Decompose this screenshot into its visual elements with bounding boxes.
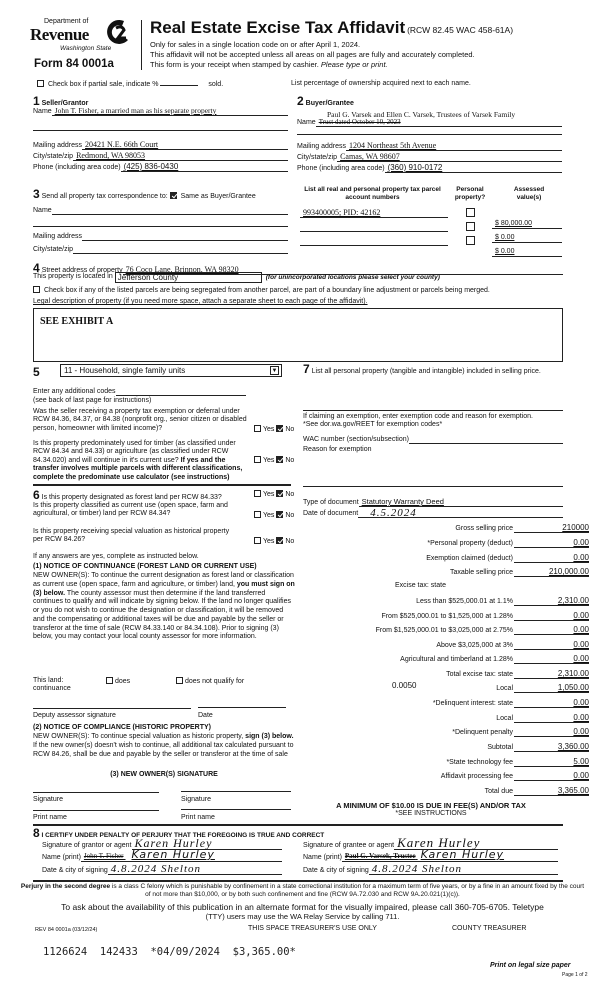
corr-city-row: City/state/zip	[33, 244, 288, 254]
accessibility-line2: (TTY) users may use the WA Relay Service by calling 711.	[205, 912, 400, 921]
county-row: This property is located in Jefferson County (for unincorporated locations please select your county)	[33, 273, 440, 282]
excise-header: Excise tax: state	[395, 582, 446, 589]
subtitle2: This affidavit will not be accepted unless all areas on all pages are fully and accurately completed.	[150, 50, 475, 59]
buyer-name-line1[interactable]: Paul G. Varsek and Ellen C. Varsek, Trustees of Varsek Family	[327, 110, 516, 119]
tech-fee-field[interactable]: 5.00	[514, 757, 589, 767]
grantor-signature-field[interactable]: Karen Hurley	[132, 837, 282, 850]
grantor-name-row: Name (print) John T. Fisher Karen Hurley	[42, 850, 282, 862]
personal-property-line[interactable]	[303, 410, 563, 411]
partial-sale-row	[37, 80, 223, 89]
corr-address-row: Mailing address	[33, 231, 288, 241]
legal-description-text: SEE EXHIBIT A	[40, 316, 114, 327]
street-address-row: 4 Street address of property 76 Coco Lane, Brinnon, WA 98320	[33, 261, 563, 275]
grantor-date-field[interactable]: 4.8.2024 Shelton	[108, 863, 282, 875]
grantor-name-handwritten: Karen Hurley	[131, 848, 215, 861]
assessed-value-field[interactable]: $ 0.00	[492, 247, 562, 257]
personal-property-checkbox[interactable]	[466, 208, 475, 217]
accessibility-line1: To ask about the availability of this publication in an alternate format for the visually impaired, please call 360-705-6705. Teletype	[61, 902, 544, 912]
seller-city-field[interactable]: Redmond, WA 98053	[73, 151, 288, 161]
processing-fee-field[interactable]: 0.00	[514, 771, 589, 781]
deputy-date-line[interactable]	[198, 707, 286, 708]
correspondence-heading: 3 Send all property tax correspondence to: Same as Buyer/Grantee	[33, 187, 256, 201]
timber-yes-checkbox[interactable]	[254, 456, 261, 463]
delinquent-interest-local-field[interactable]: 0.00	[514, 713, 589, 723]
buyer-city-row: City/state/zip Camas, WA 98607	[297, 152, 562, 162]
calc-total-due: Total due 3,365.00	[484, 786, 589, 795]
buyer-phone-field[interactable]: (360) 910-0172	[385, 163, 562, 173]
minimum-note: A MINIMUM OF $10.00 IS DUE IN FEE(S) AND/OR TAX	[336, 801, 526, 810]
personal-property-checkbox[interactable]	[466, 236, 475, 245]
local-tax-field[interactable]: 1,050.00	[514, 683, 589, 693]
grantee-date-field[interactable]: 4.8.2024 Shelton	[369, 863, 558, 875]
seller-name-line2[interactable]	[33, 130, 288, 131]
does-not-qualify-checkbox[interactable]	[176, 677, 183, 684]
calc-total-state: Total excise tax: state 2,310.00	[446, 669, 589, 678]
page-number: Page 1 of 2	[562, 972, 588, 978]
buyer-heading: 2 Buyer/Grantee	[297, 94, 354, 108]
legal-label: Legal description of property (if you need more space, attach a separate sheet to each page of the affidavit).	[33, 298, 368, 305]
calc-delinquent-interest-state: *Delinquent interest: state 0.00	[432, 698, 589, 707]
calc-delinquent-penalty: *Delinquent penalty 0.00	[452, 727, 589, 736]
agricultural-field[interactable]: 0.00	[514, 654, 589, 664]
owner1-printname-label: Print name	[33, 814, 67, 821]
exemption-yes-checkbox[interactable]	[254, 425, 261, 432]
doc-date-row: Date of document 4.5.2024	[303, 508, 563, 518]
seller-phone-row: Phone (including area code) (425) 836-0430	[33, 162, 288, 172]
wac-field[interactable]	[409, 434, 563, 444]
local-rate: 0.0050	[392, 681, 417, 690]
dept-line1: Department of	[44, 18, 89, 25]
personal-property-checkbox[interactable]	[466, 222, 475, 231]
grantee-signature-row: Signature of grantee or agent Karen Hurley	[303, 837, 558, 850]
grantee-name-field[interactable]	[342, 850, 558, 862]
seller-heading: 1 Seller/Grantor	[33, 94, 89, 108]
grantor-name-field[interactable]	[81, 850, 282, 862]
seller-address-row: Mailing address 20421 N.E. 66th Court	[33, 140, 288, 150]
calc-personal: *Personal property (deduct) 0.00	[427, 538, 589, 547]
reason-label: Reason for exemption	[303, 446, 372, 453]
owner1-printname-line[interactable]	[33, 810, 159, 811]
buyer-name-row: Name Trust dated October 10, 2023	[297, 117, 562, 127]
street-address-field[interactable]: 76 Coco Lane, Brinnon, WA 98320	[123, 265, 563, 275]
grantee-name-row: Name (print) Paul G. Varsek, Trustee Karen Hurley	[303, 850, 558, 862]
partial-sale-label: Check box if partial sale, indicate %	[47, 81, 159, 88]
page-title	[150, 18, 513, 38]
current-use-yes-checkbox[interactable]	[254, 511, 261, 518]
subtotal-field[interactable]: 3,360.00	[514, 742, 589, 752]
value-header: Assessed value(s)	[513, 186, 545, 201]
corr-name-row: Name	[33, 205, 288, 215]
receipt-stamp: 1126624 142433 *04/09/2024 $3,365.00*	[43, 946, 296, 958]
parcel-number-field[interactable]: 993400005; PID: 42162	[300, 208, 448, 218]
q-forest-answer: Yes No	[254, 490, 294, 499]
taxable-price-field[interactable]: 210,000.00	[514, 567, 589, 577]
subtitle3-italic: Please type or print.	[320, 60, 388, 69]
use-code-select[interactable]: 11 - Household, single family units ▼	[60, 364, 282, 377]
calc-subtotal: Subtotal 3,360.00	[487, 742, 589, 751]
seller-address-field[interactable]: 20421 N.E. 66th Court	[82, 140, 288, 150]
exemption-no-checkbox[interactable]	[276, 425, 283, 432]
certify-heading: 8 I CERTIFY UNDER PENALTY OF PERJURY THAT THE FOREGOING IS TRUE AND CORRECT	[33, 826, 325, 840]
q-exemption: Was the seller receiving a property tax exemption or deferral under RCW 84.36, 84.37, or 84.38 (nonprofit org., senior citizen or disabled person, homeowner with limited income)?	[33, 408, 247, 432]
owner2-sig-label: Signature	[181, 796, 211, 803]
calc-agricultural: Agricultural and timberland at 1.28% 0.00	[400, 654, 589, 663]
grantee-date-row: Date & city of signing 4.8.2024 Shelton	[303, 863, 558, 875]
ownership-note: List percentage of ownership acquired next to each name.	[291, 80, 471, 87]
county-select[interactable]: Jefferson County	[115, 272, 262, 283]
calc-processing-fee: Affidavit processing fee 0.00	[440, 771, 589, 780]
doc-date-field[interactable]: 4.5.2024	[358, 508, 563, 518]
current-use-no-checkbox[interactable]	[276, 511, 283, 518]
total-due-field[interactable]: 3,365.00	[514, 786, 589, 796]
owner2-signature-line[interactable]	[181, 791, 291, 792]
parcel-number-field[interactable]	[300, 236, 448, 246]
personal-header: Personal property?	[454, 186, 486, 201]
calc-exemption: Exemption claimed (deduct) 0.00	[426, 553, 589, 562]
header-divider	[141, 20, 142, 70]
corr-name-field[interactable]	[52, 205, 288, 215]
grantor-name-struck: John T. Fisher	[83, 852, 124, 860]
tier1-field[interactable]: 2,310.00	[514, 596, 589, 606]
form-number: Form 84 0001a	[34, 58, 114, 70]
buyer-name-line2[interactable]	[297, 134, 562, 135]
q-timber: Is this property predominately used for timber (as classified under RCW 84.34 and 84.33) or agriculture (as classified under RCW 84.34.020) and will continue in it's current use? If yes and the transfer involves multiple parcels with different classifications, complete the predominate use calculator (see instructions)	[33, 440, 243, 481]
print-note: Print on legal size paper	[490, 962, 571, 969]
owner1-sig-label: Signature	[33, 796, 63, 803]
delinquent-penalty-field[interactable]: 0.00	[514, 727, 589, 737]
grantor-signature-row: Signature of grantor or agent Karen Hurley	[42, 837, 282, 850]
calc-tech-fee: *State technology fee 5.00	[446, 757, 589, 766]
dropdown-arrow-icon[interactable]: ▼	[271, 368, 278, 374]
section7-label: 7 List all personal property (tangible and intangible) included in selling price.	[303, 362, 541, 376]
assessed-value-field[interactable]: $ 0.00	[492, 233, 562, 243]
same-as-buyer-checkbox[interactable]	[170, 192, 177, 199]
segregated-row: Check box if any of the listed parcels are being segregated from another parcel, are part of a boundary line adjustment or parcels being merged.	[33, 286, 490, 295]
tier4-field[interactable]: 0.00	[514, 640, 589, 650]
perjury-notice: Perjury in the second degree is a class C felony which is punishable by confinement in a state correctional institution for a maximum term of five years, or by a fine in an amount fixed by the court of not more than $10,000, or by both such confinement and fine (RCW 9A.72.030 and RCW 9A.20.021(1)(c)).	[20, 883, 585, 898]
q-current-use-answer: Yes No	[254, 511, 294, 520]
assessed-value-field[interactable]: $ 80,000.00	[492, 219, 562, 229]
subtitle3-text: This form is your receipt when stamped by cashier.	[150, 60, 319, 69]
dept-line3: Washington State	[60, 45, 112, 52]
historic-no-checkbox[interactable]	[276, 537, 283, 544]
legal-description-box[interactable]	[33, 308, 563, 362]
parcel-row-1	[300, 208, 562, 228]
buyer-phone-row: Phone (including area code) (360) 910-0172	[297, 163, 562, 173]
doc-type-field[interactable]: Statutory Warranty Deed	[359, 497, 563, 507]
calc-gross: Gross selling price 210000	[455, 523, 589, 532]
treasurer-use: THIS SPACE TREASURER'S USE ONLY	[248, 925, 377, 932]
owner2-printname-label: Print name	[181, 814, 215, 821]
buyer-address-field[interactable]: 1204 Northeast 5th Avenue	[346, 141, 562, 151]
grantee-name-handwritten: Karen Hurley	[420, 848, 505, 861]
exemption-deduct-field[interactable]: 0.00	[514, 553, 589, 563]
title-text: Real Estate Excise Tax Affidavit	[150, 18, 406, 37]
rev-code: REV 84 0001a (03/12/24)	[35, 927, 98, 933]
q-exemption-answer: Yes No	[254, 425, 294, 434]
calc-tier1: Less than $525,000.01 at 1.1% 2,310.00	[416, 596, 589, 605]
forest-no-checkbox[interactable]	[276, 490, 283, 497]
seller-phone-field[interactable]: (425) 836-0430	[121, 162, 288, 172]
gross-price-field[interactable]: 210000	[514, 523, 589, 533]
segregated-checkbox[interactable]	[33, 286, 40, 293]
seller-name-row: Name John T. Fisher, a married man as his separate property	[33, 106, 288, 116]
section8-divider	[33, 880, 563, 882]
q-forest: 6 Is this property designated as forest land per RCW 84.33?	[33, 488, 222, 502]
see-back-note: (see back of last page for instructions)	[33, 397, 152, 404]
new-owner-sig-title: (3) NEW OWNER(S) SIGNATURE	[110, 771, 218, 778]
calc-tier2: From $525,000.01 to $1,525,000 at 1.28% 0.00	[381, 611, 589, 620]
parcel-row-3	[300, 236, 562, 256]
buyer-name-field[interactable]: Trust dated October 10, 2023	[316, 117, 562, 127]
see-instructions: *SEE INSTRUCTIONS	[395, 810, 467, 817]
historic-yes-checkbox[interactable]	[254, 537, 261, 544]
delinquent-interest-state-field[interactable]: 0.00	[514, 698, 589, 708]
calc-local: Local 1,050.00	[496, 683, 589, 692]
partial-sale-suffix: sold.	[208, 81, 224, 88]
deputy-signature-line[interactable]	[33, 708, 191, 709]
q-timber-answer: Yes No	[254, 456, 294, 465]
partial-sale-checkbox[interactable]	[37, 80, 44, 87]
buyer-address-row: Mailing address 1204 Northeast 5th Avenue	[297, 141, 562, 151]
does-not-option: does not qualify for	[176, 677, 244, 686]
seller-city-row: City/state/zip Redmond, WA 98053	[33, 151, 288, 161]
tier2-field[interactable]: 0.00	[514, 611, 589, 621]
buyer-city-field[interactable]: Camas, WA 98607	[337, 152, 562, 162]
grantor-date-row: Date & city of signing 4.8.2024 Shelton	[42, 863, 282, 875]
corr-address-field[interactable]	[82, 231, 288, 241]
parcel-row-2	[300, 222, 562, 242]
calc-delinquent-interest-local: Local 0.00	[496, 713, 589, 722]
calc-tier3: From $1,525,000.01 to $3,025,000 at 2.75% 0.00	[375, 625, 589, 634]
q-current-use: Is this property classified as current use (open space, farm and agricultural, or timber) land per RCW 84.34?	[33, 502, 228, 518]
grantee-signature-field[interactable]: Karen Hurley	[394, 837, 558, 850]
partial-sale-percent-field[interactable]	[160, 85, 198, 86]
county-note: (for unincorporated locations please select your county)	[265, 273, 440, 281]
doc-type-row: Type of document Statutory Warranty Deed	[303, 497, 563, 507]
parcel-number-field[interactable]	[300, 222, 448, 232]
does-qualify-checkbox[interactable]	[106, 677, 113, 684]
section5-divider	[33, 484, 291, 486]
title-ref: (RCW 82.45 WAC 458-61A)	[407, 25, 514, 35]
if-yes-note: If any answers are yes, complete as instructed below.	[33, 553, 199, 560]
corr-name-line2[interactable]	[33, 226, 288, 227]
timber-no-checkbox[interactable]	[276, 456, 283, 463]
notice2-title: (2) NOTICE OF COMPLIANCE (HISTORIC PROPERTY)	[33, 724, 211, 731]
total-state-field[interactable]: 2,310.00	[514, 669, 589, 679]
county-treasurer: COUNTY TREASURER	[452, 925, 527, 932]
section5-num: 5	[33, 365, 40, 379]
exemption-note: If claiming an exemption, enter exemption code and reason for exemption. *See dor.wa.gov/REET for exemption codes*	[303, 413, 533, 429]
q-historic: Is this property receiving special valuation as historical property per RCW 84.26?	[33, 528, 230, 544]
this-land-label: This land: continuance	[33, 677, 71, 693]
deputy-date-label: Date	[198, 712, 213, 719]
does-option: does	[106, 677, 130, 686]
additional-codes-row: Enter any additional codes	[33, 386, 288, 396]
notice2-body: NEW OWNER(S): To continue special valuation as historic property, sign (3) below. If the new owner(s) doesn't wish to continue, all additional tax calculated pursuant to RCW 84.26, shall be due and payable by the seller or transferor at the time of sale	[33, 733, 294, 758]
dept-line2: Revenue	[30, 25, 89, 44]
reason-line[interactable]	[303, 486, 563, 487]
wa-logo-icon	[104, 18, 132, 46]
forest-yes-checkbox[interactable]	[254, 490, 261, 497]
deputy-sig-label: Deputy assessor signature	[33, 712, 116, 719]
grantee-name-struck: Paul G. Varsek, Trustee	[344, 852, 416, 860]
calc-tier4: Above $3,025,000 at 3% 0.00	[436, 640, 589, 649]
owner1-signature-line[interactable]	[33, 792, 159, 793]
calc-taxable: Taxable selling price 210,000.00	[449, 567, 589, 576]
owner2-printname-line[interactable]	[181, 809, 291, 810]
q-historic-answer: Yes No	[254, 537, 294, 546]
tier3-field[interactable]: 0.00	[514, 625, 589, 635]
wac-row: WAC number (section/subsection)	[303, 434, 563, 444]
corr-city-field[interactable]	[73, 244, 288, 254]
notice1-title: (1) NOTICE OF CONTINUANCE (FOREST LAND OR CURRENT USE)	[33, 563, 257, 570]
additional-codes-field[interactable]	[116, 386, 246, 396]
notice1-body: NEW OWNER(S): To continue the current designation as forest land or classification as current use (open space, farm and agriculture, or timber) land, you must sign on (3) below. The county assessor must then determine if the land transferred continues to qualify and will indicate by signing below. If the land no longer qualifies or you do not wish to continue the designation or classification, it will be removed and the compensating or additional taxes will be due and payable by the seller or transferor at the time of sale (RCW 84.33.140 or 84.34.108). Prior to signing (3) below, you may contact your local county assessor for more information.	[33, 572, 295, 641]
parcel-header: List all real and personal property tax parcel account numbers	[304, 186, 441, 201]
subtitle1: Only for sales in a single location code on or after April 1, 2024.	[150, 40, 361, 49]
subtitle3	[150, 60, 388, 69]
personal-deduct-field[interactable]: 0.00	[514, 538, 589, 548]
seller-name-field[interactable]: John T. Fisher, a married man as his separate property	[52, 106, 288, 116]
